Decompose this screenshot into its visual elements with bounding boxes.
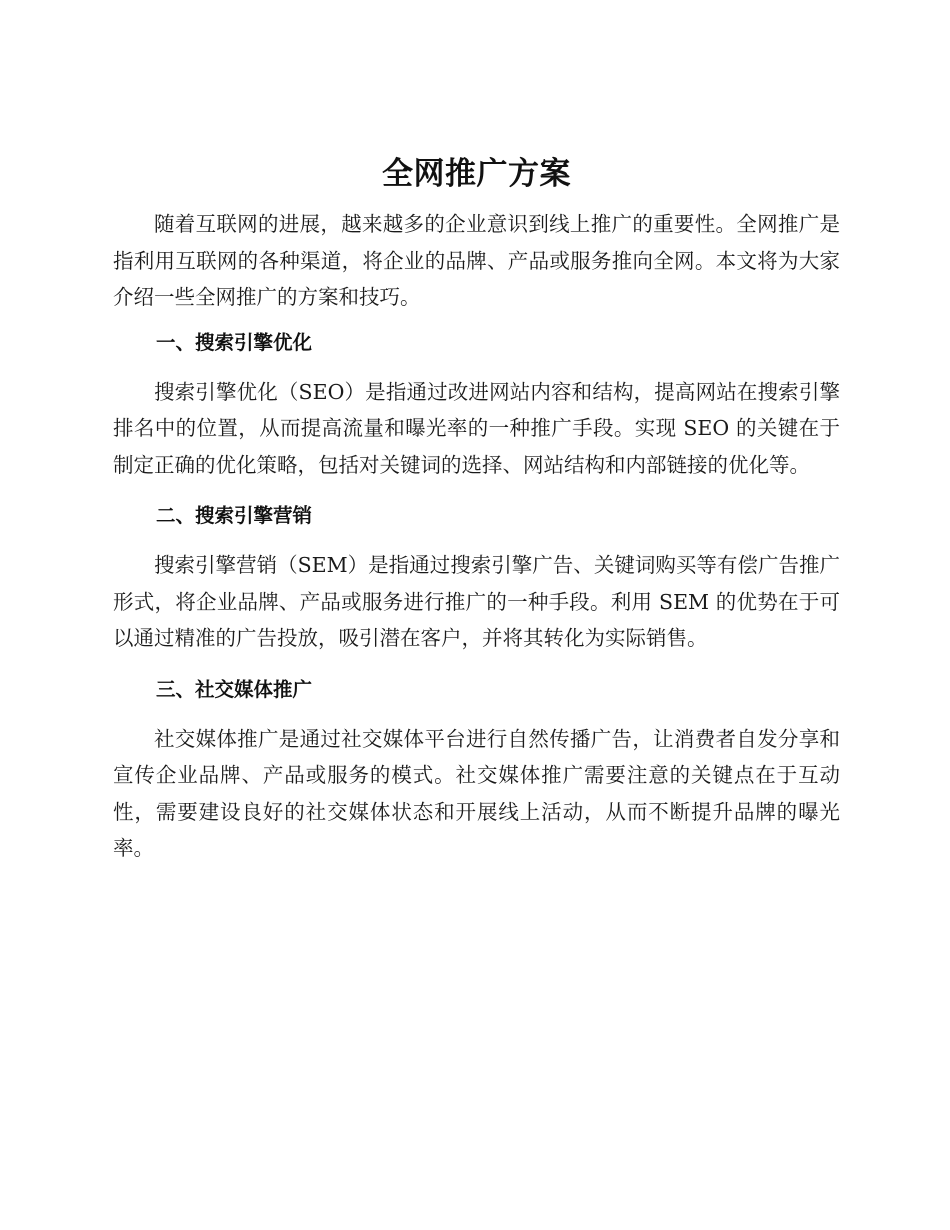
section-heading-social-media: 三、社交媒体推广 — [156, 677, 313, 701]
section-heading-sem: 二、搜索引擎营销 — [156, 504, 313, 527]
document-content — [113, 148, 840, 867]
section-body-sem: 搜索引擎营销（SEM）是指通过搜索引擎广告、关键词购买等有偿广告推广形式，将企业品牌、产品或服务进行推广的一种手段。利用 SEM 的优势在于可以通过精准的广告投放，吸引潜在客户，并将其转化为实际销售。 — [113, 553, 840, 650]
intro-paragraph: 随着互联网的进展，越来越多的企业意识到线上推广的重要性。全网推广是指利用互联网的各种渠道，将企业的品牌、产品或服务推向全网。本文将为大家介绍一些全网推广的方案和技巧。 — [113, 212, 840, 309]
section-heading-seo: 一、搜索引擎优化 — [156, 330, 313, 354]
document-title: 全网推广方案 — [382, 156, 571, 192]
section-body-social-media: 社交媒体推广是通过社交媒体平台进行自然传播广告，让消费者自发分享和宣传企业品牌、产品或服务的模式。社交媒体推广需要注意的关键点在于互动性，需要建设良好的社交媒体状态和开展线上活动，从而不断提升品牌的曝光率。 — [113, 726, 840, 860]
section-body-seo: 搜索引擎优化（SEO）是指通过改进网站内容和结构，提高网站在搜索引擎排名中的位置，从而提高流量和曝光率的一种推广手段。实现 SEO 的关键在于制定正确的优化策略，包括对关键词的选择、网站结构和内部链接的优化等。 — [113, 379, 840, 477]
